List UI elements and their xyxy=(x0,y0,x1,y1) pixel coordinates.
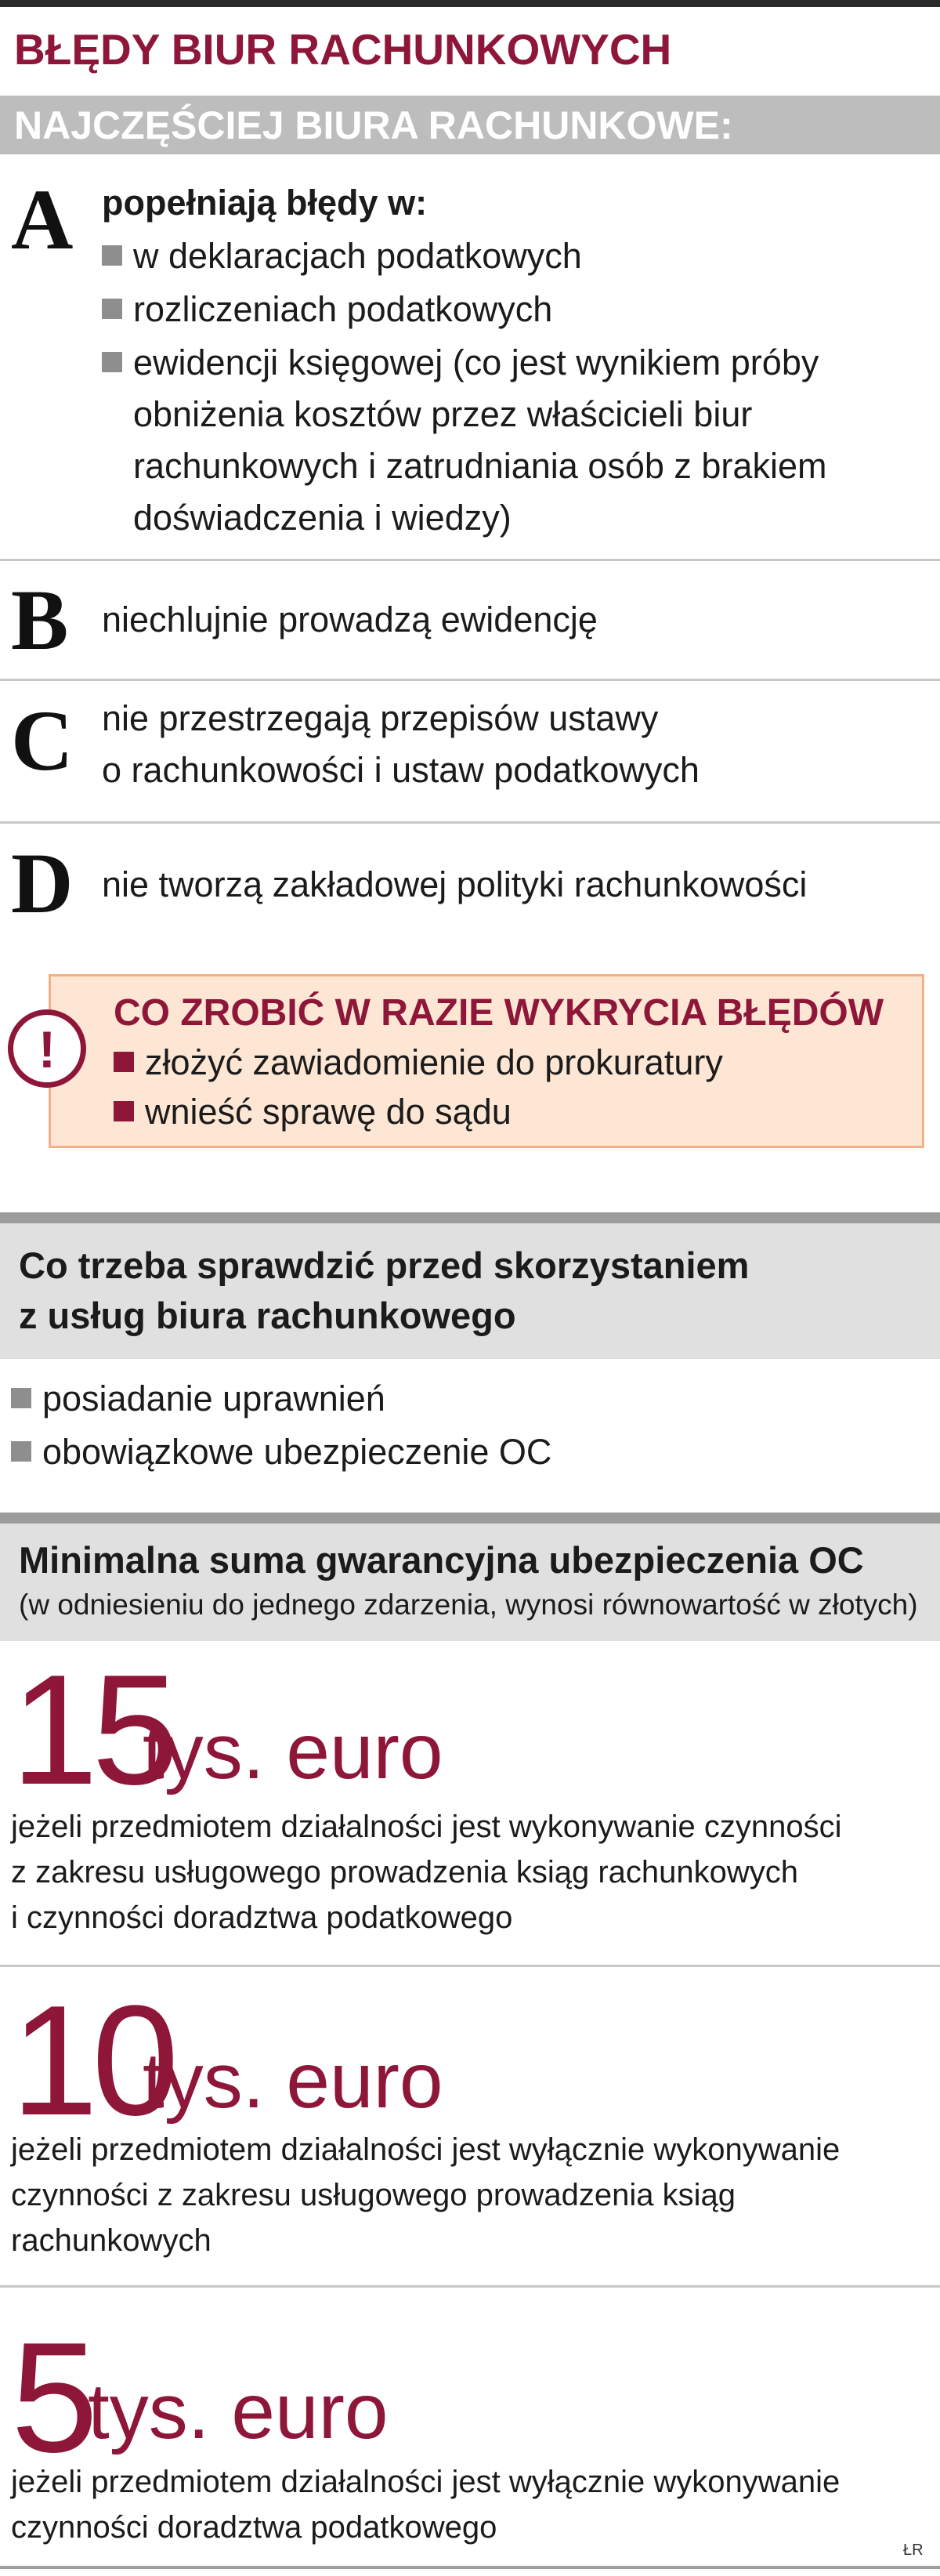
tier-2-amount: 10 xyxy=(11,1973,173,2148)
exclamation-circle-icon: ! xyxy=(8,1009,86,1088)
item-c-line-2: o rachunkowości i ustaw podatkowych xyxy=(102,750,700,790)
square-bullet-icon xyxy=(102,299,122,319)
item-a-bullet-2: rozliczeniach podatkowych xyxy=(102,284,552,335)
alert-item-2: wnieść sprawę do sądu xyxy=(114,1086,512,1138)
tier-2-line-1: jeżeli przedmiotem działalności jest wyłącznie wykonywanie xyxy=(11,2132,841,2167)
letter-d: D xyxy=(11,835,74,931)
section-header: NAJCZĘŚCIEJ BIURA RACHUNKOWE: xyxy=(14,103,733,147)
square-bullet-icon xyxy=(11,1441,31,1462)
letter-b: B xyxy=(11,572,69,668)
item-a-lead: popełniają błędy w: xyxy=(102,183,428,223)
item-a-cont-3: doświadczenia i wiedzy) xyxy=(133,498,512,538)
tier-2-line-3: rachunkowych xyxy=(11,2223,212,2258)
letter-c: C xyxy=(11,693,74,788)
tier-3-line-2: czynności doradztwa podatkowego xyxy=(11,2510,497,2545)
square-bullet-icon xyxy=(114,1101,134,1121)
item-a-bullet-1: w deklaracjach podatkowych xyxy=(102,230,582,282)
tier-3-amount: 5 xyxy=(11,2310,92,2485)
page-title: BŁĘDY BIUR RACHUNKOWYCH xyxy=(14,25,672,74)
tier-1-amount: 15 xyxy=(11,1643,173,1817)
check-title-line-2: z usług biura rachunkowego xyxy=(19,1295,516,1336)
square-bullet-icon xyxy=(11,1388,31,1408)
item-d-text: nie tworzą zakładowej polityki rachunkowości xyxy=(102,864,808,904)
item-a-cont-1: obniżenia kosztów przez właścicieli biur xyxy=(133,394,753,434)
tier-2-line-2: czynności z zakresu usługowego prowadzenia ksiąg xyxy=(11,2178,736,2212)
tier-1-line-1: jeżeli przedmiotem działalności jest wykonywanie czynności xyxy=(11,1810,842,1844)
source-credit: ŁR xyxy=(903,2542,924,2559)
check-item-1: posiadanie uprawnień xyxy=(11,1373,385,1425)
insurance-title: Minimalna suma gwarancyjna ubezpieczenia OC xyxy=(19,1539,864,1581)
divider xyxy=(0,2285,940,2288)
tier-3-unit: tys. euro xyxy=(88,2368,389,2455)
square-bullet-icon xyxy=(102,245,122,266)
section-header-bar xyxy=(0,96,940,154)
divider xyxy=(0,679,940,681)
letter-a: A xyxy=(11,172,74,267)
divider xyxy=(0,559,940,561)
tier-1-line-2: z zakresu usługowego prowadzenia ksiąg rachunkowych xyxy=(11,1855,798,1889)
divider xyxy=(0,1965,940,1967)
tier-2-unit: tys. euro xyxy=(143,2037,443,2125)
band-top-rule xyxy=(0,1513,940,1523)
tier-1-unit: tys. euro xyxy=(143,1708,443,1795)
square-bullet-icon xyxy=(114,1052,134,1072)
alert-title: CO ZROBIĆ W RAZIE WYKRYCIA BŁĘDÓW xyxy=(114,992,884,1034)
check-item-2: obowiązkowe ubezpieczenie OC xyxy=(11,1426,551,1478)
item-c-line-1: nie przestrzegają przepisów ustawy xyxy=(102,698,659,738)
divider xyxy=(0,821,940,824)
check-title-line-1: Co trzeba sprawdzić przed skorzystaniem xyxy=(19,1245,750,1286)
band-top-rule xyxy=(0,1212,940,1223)
alert-item-1: złożyć zawiadomienie do prokuratury xyxy=(114,1037,723,1089)
tier-1-line-3: i czynności doradztwa podatkowego xyxy=(11,1900,513,1935)
item-b-text: niechlujnie prowadzą ewidencję xyxy=(102,600,598,639)
item-a-cont-2: rachunkowych i zatrudniania osób z brakiem xyxy=(133,446,827,486)
bottom-rule xyxy=(0,2566,940,2569)
insurance-subtitle: (w odniesieniu do jednego zdarzenia, wynosi równowartość w złotych) xyxy=(19,1589,918,1621)
item-a-bullet-3: ewidencji księgowej (co jest wynikiem próby xyxy=(102,337,819,389)
top-rule xyxy=(0,0,940,7)
square-bullet-icon xyxy=(102,352,122,372)
tier-3-line-1: jeżeli przedmiotem działalności jest wyłącznie wykonywanie xyxy=(11,2465,841,2499)
